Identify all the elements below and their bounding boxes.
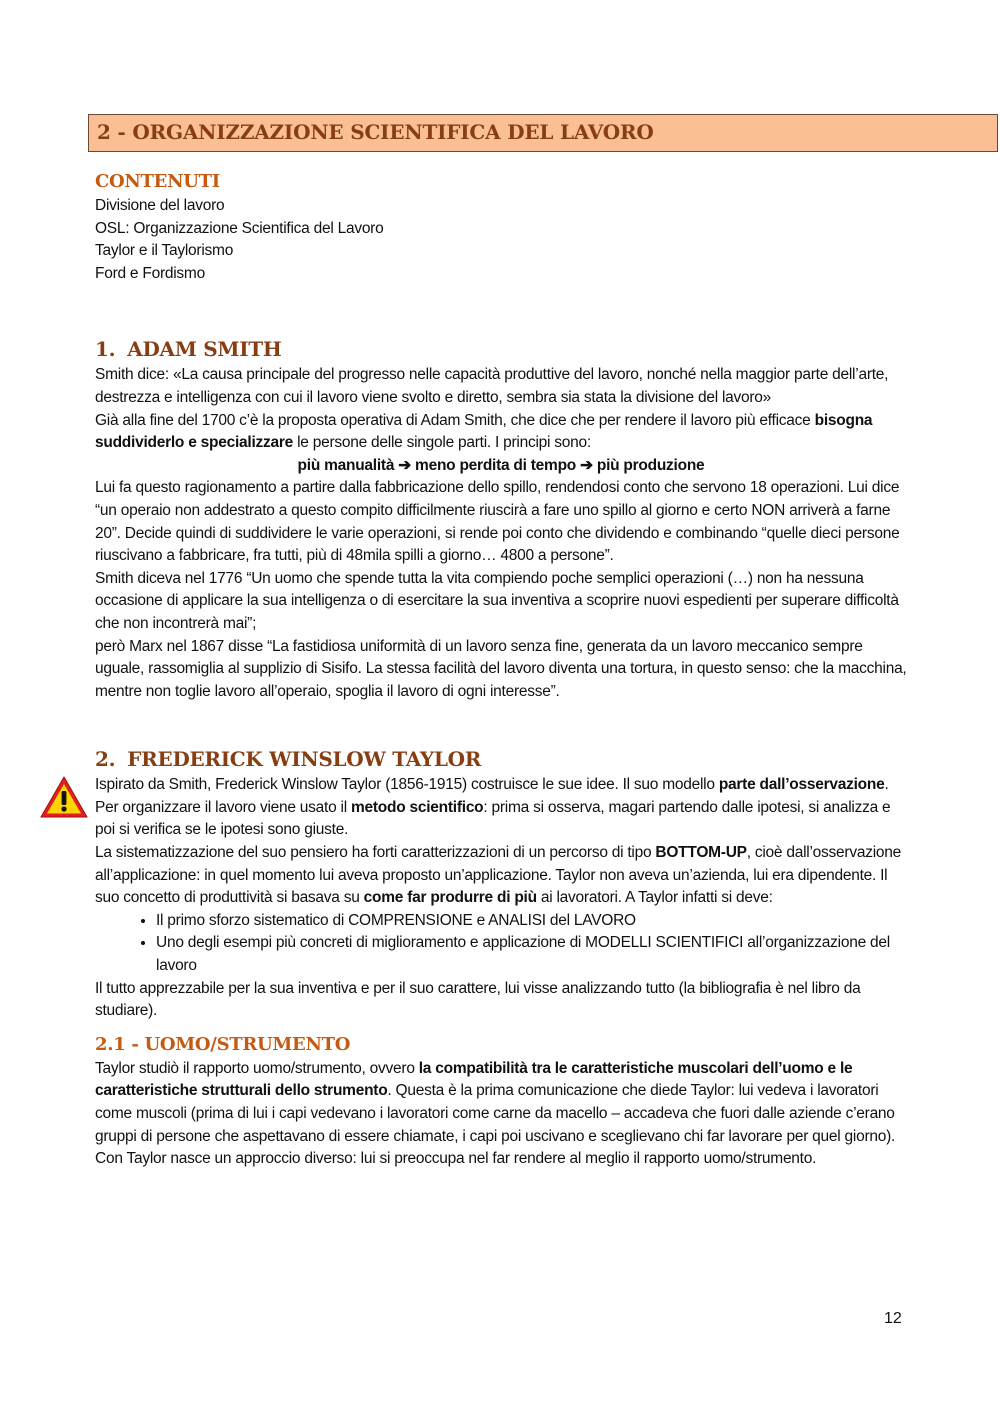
subsection-heading: 2.1 - UOMO/STRUMENTO: [95, 1033, 351, 1055]
bold-text: BOTTOM-UP: [655, 844, 747, 862]
contenuti-item: Divisione del lavoro: [95, 197, 225, 214]
paragraph: Il tutto apprezzabile per la sua inventiva e per il suo carattere, lui visse analizzando tutto (la bibliografia è nel libro da studiare).: [95, 979, 861, 1020]
contenuti-heading: CONTENUTI: [95, 171, 220, 192]
page-number: 12: [884, 1310, 902, 1327]
paragraph: Ispirato da Smith, Frederick Winslow Taylor (1856-1915) costruisce le sue idee. Il suo modello parte dall’osservazione. Per organizzare il lavoro viene usato il metodo scientifico: prima si osserva, magari partendo dalle ipotesi, si analizza e poi si verifica se le ipotesi sono giuste.: [95, 776, 891, 839]
bold-text: bisogna suddividerlo e specializzare: [95, 411, 873, 452]
section-heading: [95, 335, 907, 363]
paragraph: Smith dice: «La causa principale del progresso nelle capacità produttive del lavoro, nonché nella maggior parte dell’arte, destrezza e intelligenza con cui il lavoro viene svolto e diretto, sembra sia stata la divisione del lavoro»: [95, 366, 889, 406]
chapter-title: 2 - ORGANIZZAZIONE SCIENTIFICA DEL LAVORO: [97, 120, 654, 144]
bullet-list: [95, 910, 907, 978]
paragraph: Smith diceva nel 1776 “Un uomo che spende tutta la vita compiendo poche semplici operazioni (…) non ha nessuna occasione di applicare la sua intelligenza o di esercitare la sua inventiva a scoprire nuovi espedienti per superare difficoltà che non incontrerà mai”;: [95, 569, 899, 632]
section-adam-smith: [95, 335, 907, 703]
section-taylor: [95, 745, 907, 1023]
paragraph: Lui fa questo ragionamento a partire dalla fabbricazione dello spillo, rendendosi conto che servono 18 operazioni. Lui dice “un operaio non addestrato a questo compito difficilmente riuscirà a fare uno spillo al giorno e certo NON arriverà a farne 20”. Decide quindi di suddividere le varie operazioni, si rende poi conto che dividendo e combinando “quelle dieci persone riuscivano a fabbricare, fra tutti, più di 48mila spilli a giorno… 4800 a persone”.: [95, 479, 900, 565]
chapter-banner: [88, 114, 998, 152]
section-number: 2.: [95, 747, 116, 772]
bold-text: come far produrre di più: [363, 889, 537, 907]
content: [95, 170, 907, 1171]
paragraph: Taylor studiò il rapporto uomo/strumento, ovvero la compatibilità tra le caratteristiche muscolari dell’uomo e le caratteristiche strutturali dello strumento. Questa è la prima comunicazione che diede Taylor: lui vedeva i lavoratori come muscoli (prima di lui i capi vedevano i lavoratori come carne da macello – accadeva che fuori dalle aziende c’erano gruppi di persone che aspettavano di essere chiamate, i capi poi uscivano e sceglievano chi far lavorare per quel giorno). Con Taylor nasce un approccio diverso: lui si preoccupa nel far rendere al meglio il rapporto uomo/strumento.: [95, 1059, 896, 1168]
bold-text: metodo scientifico: [350, 798, 484, 816]
paragraph: però Marx nel 1867 disse “La fastidiosa uniformità di un lavoro senza fine, generata da un lavoro meccanico sempre uguale, rassomiglia al supplizio di Sisifo. La stessa facilità del lavoro diventa una tortura, in questo senso: che la macchina, mentre non toglie lavoro all’operaio, spoglia il lavoro di ogni interesse”.: [95, 637, 907, 700]
bold-text: la compatibilità tra le caratteristiche muscolari dell’uomo e le caratteristiche strutturali dello strumento: [95, 1059, 853, 1100]
section-title: ADAM SMITH: [127, 337, 282, 362]
contenuti-item: Taylor e il Taylorismo: [95, 242, 234, 260]
contenuti-item: Ford e Fordismo: [95, 264, 205, 282]
section-title: FREDERICK WINSLOW TAYLOR: [127, 747, 482, 772]
paragraph: Già alla fine del 1700 c’è la proposta operativa di Adam Smith, che dice che per rendere il lavoro più efficace bisogna suddividerlo e specializzare le persone delle singole parti. I principi sono:: [95, 411, 873, 452]
contenuti-list: [95, 195, 907, 285]
section-uomo-strumento: [95, 1033, 907, 1171]
list-item: • Uno degli esempi più concreti di miglioramento e applicazione di MODELLI SCIENTIFICI all’organizzazione del lavoro: [156, 932, 907, 977]
warning-triangle-icon: [39, 775, 89, 819]
contenuti-section: [95, 170, 907, 285]
paragraph: La sistematizzazione del suo pensiero ha forti caratterizzazioni di un percorso di tipo BOTTOM-UP, cioè dall’osservazione all’applicazione: in quel momento lui aveva proposto un’applicazione. Taylor non aveva un’azienda, lui era dipendente. Il suo concetto di produttività si basava su come far produrre di più ai lavoratori. A Taylor infatti si deve:: [95, 844, 902, 907]
bold-text: parte dall’osservazione: [718, 776, 885, 794]
section-number: 1.: [95, 337, 116, 362]
list-item: • Il primo sforzo sistematico di COMPRENSIONE e ANALISI del LAVORO: [156, 910, 907, 933]
section-heading: [95, 745, 907, 773]
principles-line: più manualità ➔ meno perdita di tempo ➔ più produzione: [297, 456, 705, 474]
contenuti-item: OSL: Organizzazione Scientifica del Lavoro: [95, 219, 384, 237]
